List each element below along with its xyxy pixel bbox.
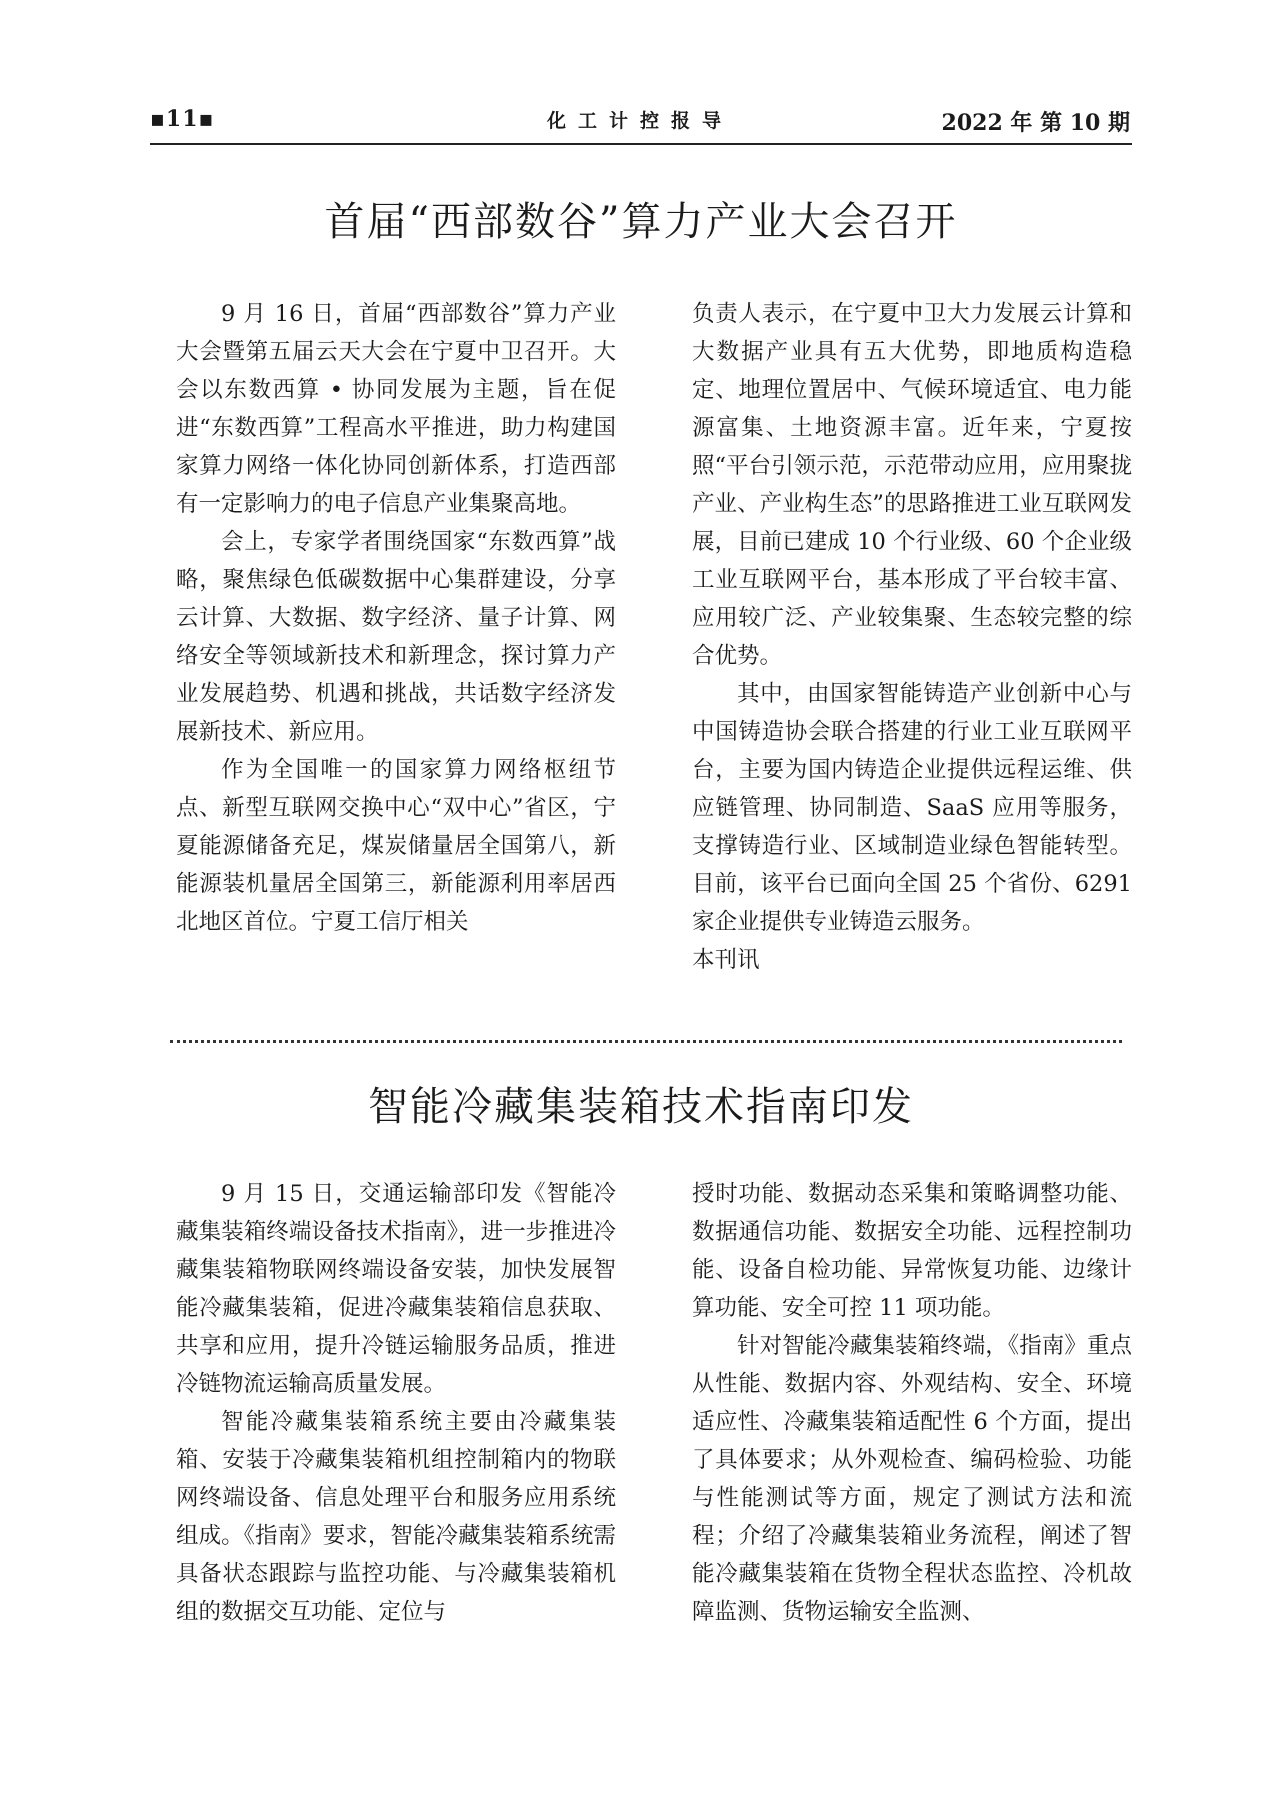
article1-paragraph-3: 作为全国唯一的国家算力网络枢纽节点、新型互联网交换中心“双中心”省区，宁夏能源储备充足，煤炭储量居全国第八，新能源装机量居全国第三，新能源利用率居西北地区首位。宁夏工信厅相关	[176, 757, 616, 935]
article1-body	[176, 295, 1132, 979]
article2-paragraph-3: 针对智能冷藏集装箱终端，《指南》重点从性能、数据内容、外观结构、安全、环境适应性、冷藏集装箱适配性 6 个方面，提出了具体要求；从外观检查、编码检验、功能与性能测试等方面，规定了测试方法和流程；介绍了冷藏集装箱业务流程，阐述了智能冷藏集装箱在货物全程状态监控、冷机故障监测、货物运输安全监测、	[692, 1333, 1132, 1625]
article1-left-column	[176, 295, 616, 979]
journal-title: 化工计控报导	[546, 110, 733, 132]
article2-right-column	[692, 1175, 1132, 1631]
section-divider	[170, 1040, 1122, 1043]
article2-paragraph-2: 智能冷藏集装箱系统主要由冷藏集装箱、安装于冷藏集装箱机组控制箱内的物联网终端设备、信息处理平台和服务应用系统组成。《指南》要求，智能冷藏集装箱系统需具备状态跟踪与监控功能、与冷藏集装箱机组的数据交互功能、定位与	[176, 1409, 616, 1625]
article1-title: 首届“西部数谷”算力产业大会召开	[324, 199, 958, 245]
article1-paragraph-2: 会上，专家学者围绕国家“东数西算”战略，聚焦绿色低碳数据中心集群建设，分享云计算、大数据、数字经济、量子计算、网络安全等领域新技术和新理念，探讨算力产业发展趋势、机遇和挑战，共话数字经济发展新技术、新应用。	[176, 529, 616, 745]
article2-paragraph-1: 9 月 15 日，交通运输部印发《智能冷藏集装箱终端设备技术指南》，进一步推进冷藏集装箱物联网终端设备安装，加快发展智能冷藏集装箱，促进冷藏集装箱信息获取、共享和应用，提升冷链运输服务品质，推进冷链物流运输高质量发展。	[176, 1181, 616, 1397]
article1-paragraph-4: 其中，由国家智能铸造产业创新中心与中国铸造协会联合搭建的行业工业互联网平台，主要为国内铸造企业提供远程运维、供应链管理、协同制造、SaaS 应用等服务，支撑铸造行业、区域制造业绿色智能转型。目前，该平台已面向全国 25 个省份、6291 家企业提供专业铸造云服务。	[692, 681, 1132, 935]
article2-body	[176, 1175, 1132, 1631]
article1-paragraph-1: 9 月 16 日，首届“西部数谷”算力产业大会暨第五届云天大会在宁夏中卫召开。大会以东数西算 • 协同发展为主题，旨在促进“东数西算”工程高水平推进，助力构建国家算力网络一体化协同创新体系，打造西部有一定影响力的电子信息产业集聚高地。	[176, 301, 616, 517]
running-header	[150, 106, 1130, 138]
issue-label: 2022 年 第 10 期	[941, 110, 1130, 136]
article2-left-column	[176, 1175, 616, 1631]
article2-paragraph-2-continued: 授时功能、数据动态采集和策略调整功能、数据通信功能、数据安全功能、远程控制功能、设备自检功能、异常恢复功能、边缘计算功能、安全可控 11 项功能。	[692, 1181, 1132, 1321]
article2-title: 智能冷藏集装箱技术指南印发	[368, 1084, 914, 1130]
article1-right-column	[692, 295, 1132, 979]
header-rule	[150, 143, 1132, 145]
article1-signature: 本刊讯	[692, 947, 760, 973]
page-number: ▪11▪	[150, 106, 215, 132]
article1-paragraph-3-continued: 负责人表示，在宁夏中卫大力发展云计算和大数据产业具有五大优势，即地质构造稳定、地理位置居中、气候环境适宜、电力能源富集、土地资源丰富。近年来，宁夏按照“平台引领示范，示范带动应用，应用聚拢产业、产业构生态”的思路推进工业互联网发展，目前已建成 10 个行业级、60 个企业级工业互联网平台，基本形成了平台较丰富、应用较广泛、产业较集聚、生态较完整的综合优势。	[692, 301, 1132, 669]
